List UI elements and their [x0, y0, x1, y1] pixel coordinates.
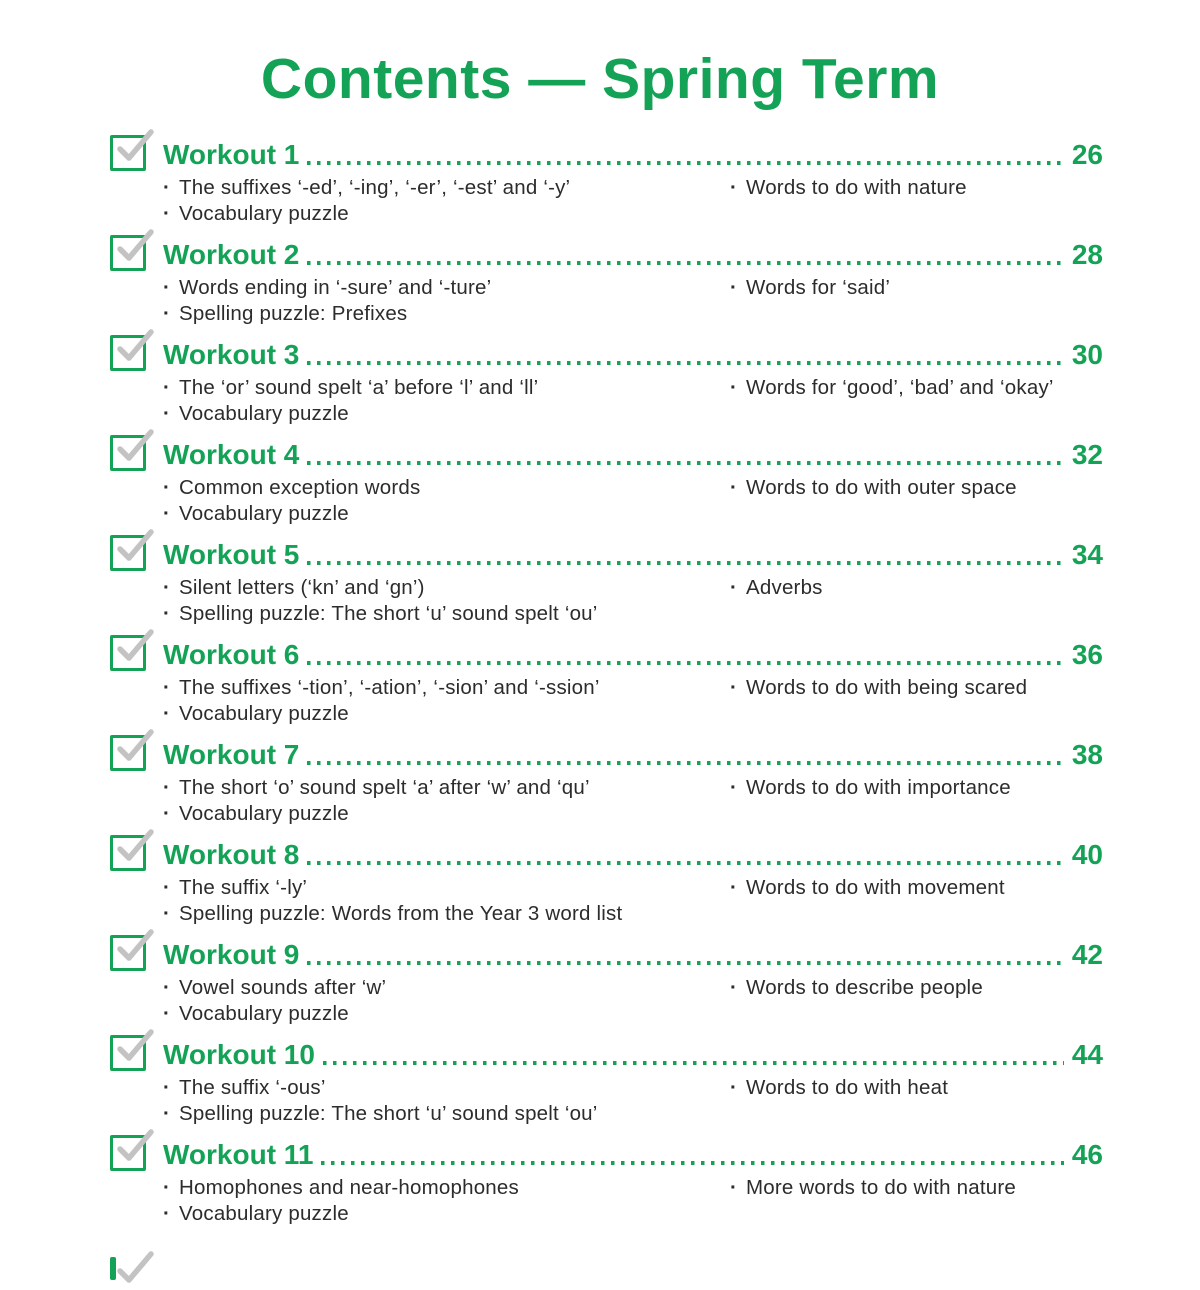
page-number: 32 [1071, 439, 1103, 470]
topics-left [163, 1075, 730, 1127]
entry-topics [163, 775, 1103, 827]
checkbox-checked-icon [110, 735, 146, 771]
contents-entry [110, 634, 1103, 727]
topic-item: · Vocabulary puzzle [163, 401, 730, 427]
entry-heading-row [110, 534, 1103, 572]
topic-item: · Vocabulary puzzle [163, 501, 730, 527]
entry-heading-row [110, 934, 1103, 972]
entry-topics [163, 1175, 1103, 1227]
topics-left [163, 975, 730, 1027]
topics-right [730, 1075, 1103, 1127]
topic-item: · Spelling puzzle: The short ‘u’ sound spelt ‘ou’ [163, 1101, 730, 1127]
checkbox-checked-icon [110, 1035, 146, 1071]
entry-topics [163, 375, 1103, 427]
topics-left [163, 375, 730, 427]
checkmark-glyph [113, 628, 155, 668]
entry-topics [163, 575, 1103, 627]
workout-title: Workout 5 [163, 539, 300, 570]
checkbox-checked-icon [110, 935, 146, 971]
dotted-leader [307, 661, 1063, 665]
topics-left [163, 575, 730, 627]
next-entry-partial [110, 1260, 133, 1278]
topics-left [163, 775, 730, 827]
dotted-leader [307, 261, 1063, 265]
topic-item: · The suffix ‘-ly’ [163, 875, 730, 901]
checkmark-glyph [113, 728, 155, 768]
workout-title: Workout 8 [163, 839, 300, 870]
entry-topics [163, 675, 1103, 727]
topic-item: · Common exception words [163, 475, 730, 501]
topic-item: · More words to do with nature [730, 1175, 1103, 1201]
entry-heading-row [110, 234, 1103, 272]
entry-topics [163, 1075, 1103, 1127]
entry-heading-row [110, 634, 1103, 672]
contents-entry [110, 734, 1103, 827]
page-number: 44 [1071, 1039, 1103, 1070]
checkmark-glyph [113, 828, 155, 868]
page-number: 34 [1071, 539, 1103, 570]
workout-title: Workout 4 [163, 439, 300, 470]
entry-topics [163, 475, 1103, 527]
topics-left [163, 275, 730, 327]
topic-item: · Words to do with importance [730, 775, 1103, 801]
checkbox-top-edge-icon [110, 1257, 116, 1280]
page-number: 38 [1071, 739, 1103, 770]
checkbox-checked-icon [110, 635, 146, 671]
topic-item: · Homophones and near-homophones [163, 1175, 730, 1201]
checkbox-checked-icon [110, 335, 146, 371]
topic-item: · Vowel sounds after ‘w’ [163, 975, 730, 1001]
entry-topics [163, 175, 1103, 227]
topics-left [163, 875, 730, 927]
checkbox-checked-icon [110, 435, 146, 471]
contents-entry [110, 134, 1103, 227]
contents-entry [110, 234, 1103, 327]
topics-right [730, 875, 1103, 927]
entry-heading-row [110, 1034, 1103, 1072]
page-number: 26 [1071, 139, 1103, 170]
topic-item: · Words to do with movement [730, 875, 1103, 901]
contents-entry [110, 334, 1103, 427]
checkmark-glyph [113, 1028, 155, 1068]
dotted-leader [307, 961, 1063, 965]
dotted-leader [307, 761, 1063, 765]
contents-entry [110, 834, 1103, 927]
workout-title: Workout 11 [163, 1139, 314, 1170]
dotted-leader [307, 161, 1063, 165]
topic-item: · Words ending in ‘-sure’ and ‘-ture’ [163, 275, 730, 301]
topic-item: · The suffixes ‘-tion’, ‘-ation’, ‘-sion’ and ‘-ssion’ [163, 675, 730, 701]
topic-item: · Vocabulary puzzle [163, 701, 730, 727]
topic-item: · The suffix ‘-ous’ [163, 1075, 730, 1101]
topics-right [730, 275, 1103, 327]
topics-right [730, 475, 1103, 527]
topic-item: · The ‘or’ sound spelt ‘a’ before ‘l’ and ‘ll’ [163, 375, 730, 401]
workout-title: Workout 6 [163, 639, 300, 670]
dotted-leader [323, 1061, 1064, 1065]
topic-item: · Words to do with nature [730, 175, 1103, 201]
checkbox-checked-icon [110, 835, 146, 871]
checkmark-glyph [113, 1250, 155, 1290]
topic-item: · Vocabulary puzzle [163, 801, 730, 827]
checkmark-glyph [113, 128, 155, 168]
workout-title: Workout 2 [163, 239, 300, 270]
topics-right [730, 675, 1103, 727]
topic-item: · Vocabulary puzzle [163, 1201, 730, 1227]
topics-left [163, 1175, 730, 1227]
topic-item: · Words for ‘said’ [730, 275, 1103, 301]
topic-item: · Words to do with being scared [730, 675, 1103, 701]
entry-topics [163, 875, 1103, 927]
entry-heading-row [110, 334, 1103, 372]
page-number: 46 [1071, 1139, 1103, 1170]
checkbox-checked-icon [110, 1135, 146, 1171]
checkbox-checked-icon [110, 235, 146, 271]
topics-right [730, 1175, 1103, 1227]
contents-list [110, 134, 1103, 1227]
checkbox-checked-icon [110, 535, 146, 571]
contents-entry [110, 434, 1103, 527]
topics-right [730, 575, 1103, 627]
topics-left [163, 475, 730, 527]
page-title: Contents — Spring Term [260, 47, 940, 111]
checkmark-glyph [113, 428, 155, 468]
page-number: 28 [1071, 239, 1103, 270]
checkmark-glyph [113, 328, 155, 368]
workout-title: Workout 9 [163, 939, 300, 970]
topic-item: · Spelling puzzle: The short ‘u’ sound spelt ‘ou’ [163, 601, 730, 627]
workout-title: Workout 7 [163, 739, 300, 770]
topic-item: · Words to do with outer space [730, 475, 1103, 501]
entry-heading-row [110, 1134, 1103, 1172]
topics-left [163, 175, 730, 227]
topic-item: · Words to do with heat [730, 1075, 1103, 1101]
topic-item: · Words to describe people [730, 975, 1103, 1001]
dotted-leader [307, 561, 1063, 565]
dotted-leader [307, 861, 1063, 865]
contents-entry [110, 934, 1103, 1027]
dotted-leader [307, 361, 1063, 365]
topics-left [163, 675, 730, 727]
topics-right [730, 975, 1103, 1027]
topics-right [730, 775, 1103, 827]
topic-item: · Vocabulary puzzle [163, 201, 730, 227]
workout-title: Workout 1 [163, 139, 300, 170]
entry-heading-row [110, 434, 1103, 472]
entry-topics [163, 975, 1103, 1027]
topics-right [730, 375, 1103, 427]
topic-item: · Spelling puzzle: Prefixes [163, 301, 730, 327]
topic-item: · Silent letters (‘kn’ and ‘gn’) [163, 575, 730, 601]
dotted-leader [321, 1161, 1063, 1165]
topic-item: · Vocabulary puzzle [163, 1001, 730, 1027]
entry-heading-row [110, 734, 1103, 772]
entry-topics [163, 275, 1103, 327]
workout-title: Workout 10 [163, 1039, 315, 1070]
contents-entry [110, 1134, 1103, 1227]
topic-item: · Spelling puzzle: Words from the Year 3 word list [163, 901, 730, 927]
page-number: 36 [1071, 639, 1103, 670]
checkbox-checked-icon [110, 135, 146, 171]
topics-right [730, 175, 1103, 227]
topic-item: · The suffixes ‘-ed’, ‘-ing’, ‘-er’, ‘-est’ and ‘-y’ [163, 175, 730, 201]
entry-heading-row [110, 134, 1103, 172]
entry-heading-row [110, 834, 1103, 872]
contents-entry [110, 534, 1103, 627]
topic-item: · Words for ‘good’, ‘bad’ and ‘okay’ [730, 375, 1103, 401]
checkmark-glyph [113, 1128, 155, 1168]
checkmark-glyph [113, 528, 155, 568]
contents-page [0, 44, 1200, 1269]
workout-title: Workout 3 [163, 339, 300, 370]
checkmark-glyph [113, 928, 155, 968]
page-number: 42 [1071, 939, 1103, 970]
topic-item: · Adverbs [730, 575, 1103, 601]
topic-item: · The short ‘o’ sound spelt ‘a’ after ‘w’ and ‘qu’ [163, 775, 730, 801]
dotted-leader [307, 461, 1063, 465]
contents-entry [110, 1034, 1103, 1127]
checkmark-glyph [113, 228, 155, 268]
page-number: 30 [1071, 339, 1103, 370]
page-number: 40 [1071, 839, 1103, 870]
